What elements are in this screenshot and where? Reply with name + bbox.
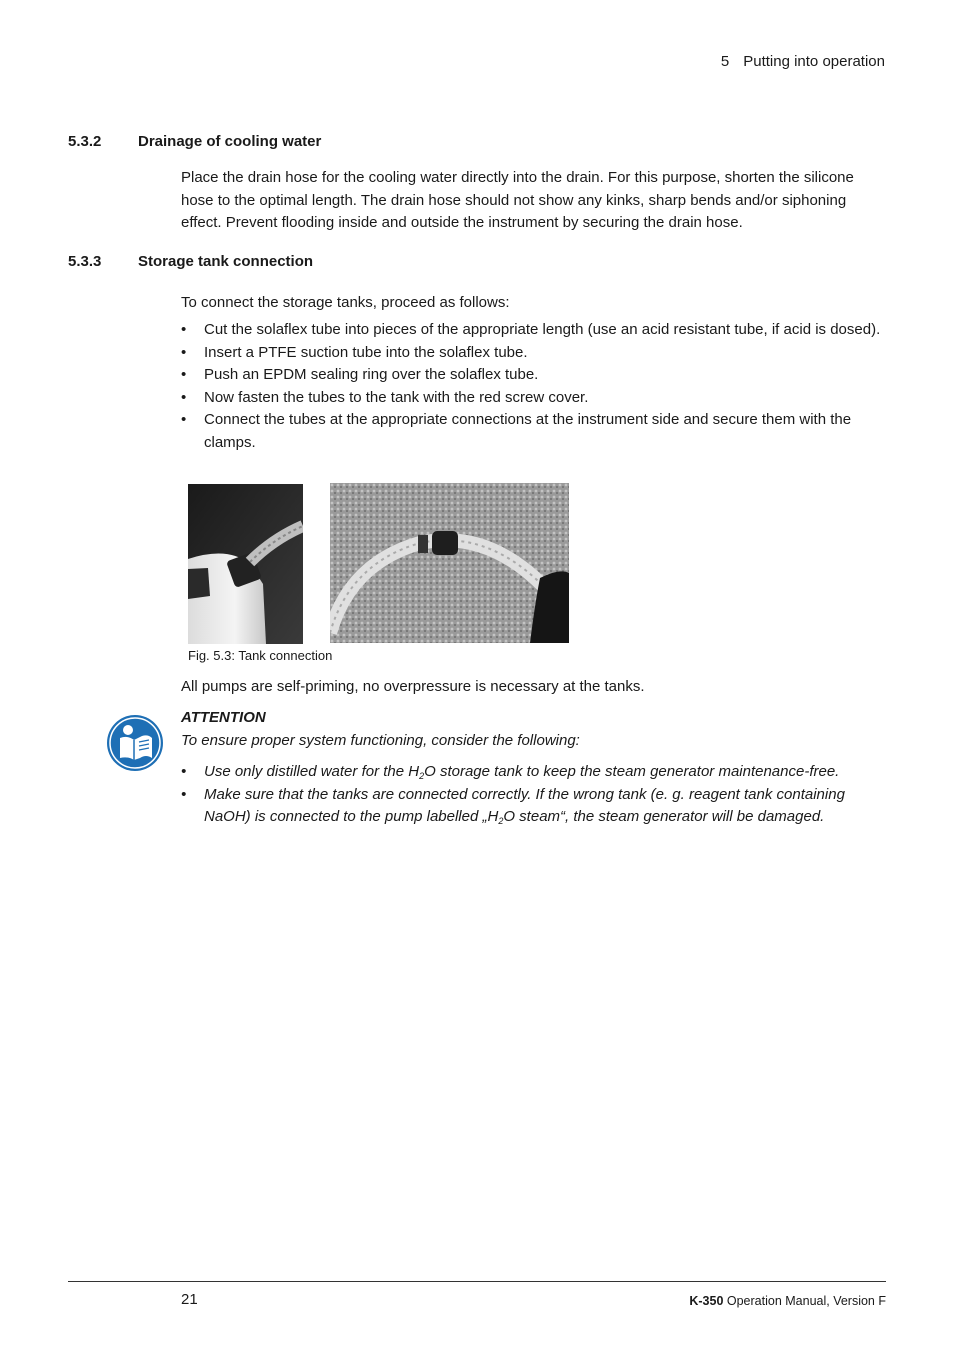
product-name: K-350 [689,1294,724,1308]
bullet: • [181,388,187,406]
attention-list [181,761,886,829]
section-number-532: 5.3.2 [68,133,102,150]
footer-divider [68,1281,886,1282]
tube-clamp-photo [330,483,569,643]
chapter-title: Putting into operation [743,53,885,70]
bullet: • [181,343,187,361]
read-manual-icon [106,714,164,772]
step-text: Push an EPDM sealing ring over the solaflex tube. [204,366,539,383]
subscript-2: 2 [419,771,425,781]
chapter-number: 5 [720,53,730,70]
subscript-2: 2 [498,816,504,826]
doc-title: Operation Manual, Version F [723,1294,886,1308]
page-number: 21 [181,1291,198,1308]
list-item [181,409,886,454]
list-item [181,784,886,829]
section-532-body: Place the drain hose for the cooling water directly into the drain. For this purpose, shorten the silicone hose to the optimal length. The drain hose should not show any kinks, sharp bends and/or siphoning effect. Prevent flooding inside and outside the instrument by securing the drain hose. [181,169,854,231]
pumps-note: All pumps are self-priming, no overpressure is necessary at the tanks. [181,678,645,695]
footer-doc-title [689,1294,886,1308]
step-text: Connect the tubes at the appropriate connections at the instrument side and secure them with the clamps. [204,411,852,451]
list-item [181,342,886,365]
figure-caption: Fig. 5.3: Tank connection [188,648,333,663]
bullet: • [181,411,187,428]
bullet: • [181,321,187,338]
section-533-intro: To connect the storage tanks, proceed as follows: [181,294,510,311]
attention-title: ATTENTION [181,709,266,726]
section-title-533: Storage tank connection [138,253,314,270]
attention-item-1-b: O storage tank to keep the steam generator maintenance-free. [424,763,840,780]
attention-intro: To ensure proper system functioning, consider the following: [181,732,580,749]
attention-item-2-a: Make sure that the tanks are connected correctly. If the wrong tank (e. g. reagent tank containing NaOH) is connected to the pump labelled „H [204,785,845,825]
step-text: Cut the solaflex tube into pieces of the appropriate length (use an acid resistant tube, if acid is dosed). [204,321,881,338]
list-item [181,319,886,342]
step-text: Insert a PTFE suction tube into the solaflex tube. [204,343,528,361]
bullet: • [181,366,187,383]
bullet: • [181,763,187,780]
bullet: • [181,785,187,803]
attention-item-2-b: O steam“, the steam generator will be damaged. [503,808,825,825]
list-item [181,387,886,410]
list-item [181,364,886,387]
section-number-533: 5.3.3 [68,253,102,270]
attention-item-1-a: Use only distilled water for the H [204,763,420,780]
step-text: Now fasten the tubes to the tank with the red screw cover. [204,388,589,406]
tank-photo [188,484,303,644]
steps-list [181,319,886,454]
running-header [721,53,885,70]
list-item [181,761,886,784]
section-title-532: Drainage of cooling water [138,133,322,150]
